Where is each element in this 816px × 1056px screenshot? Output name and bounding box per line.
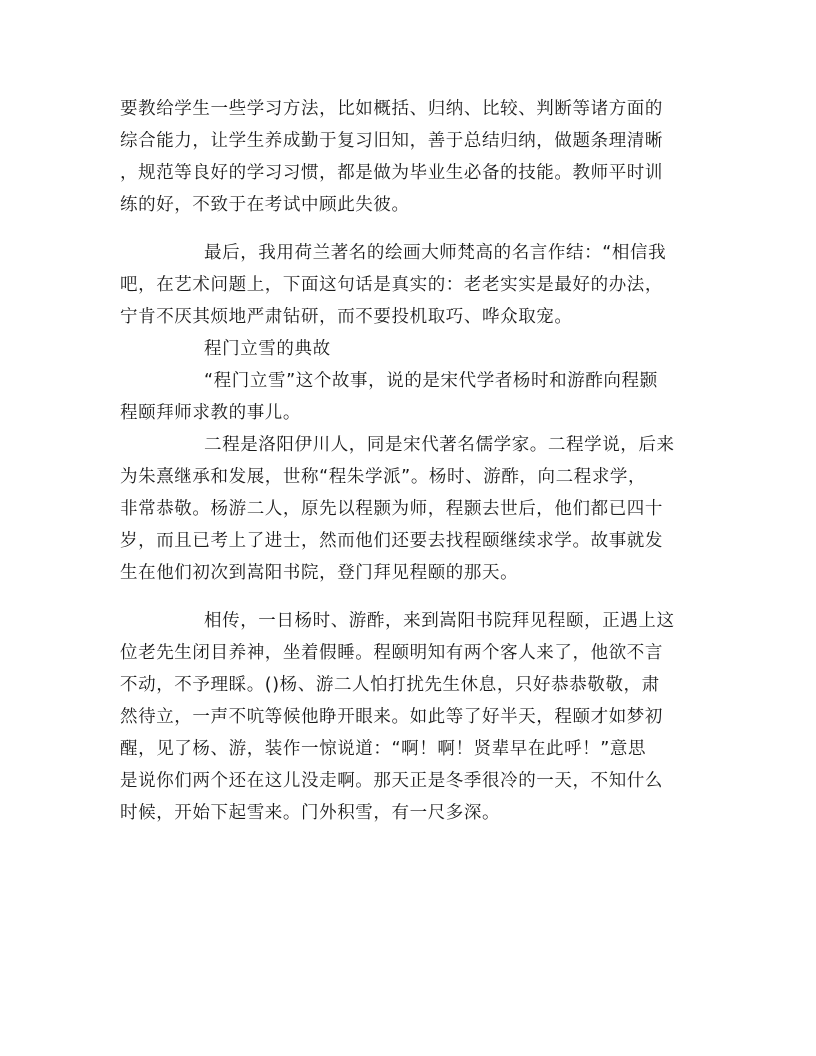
text-line: 宁肯不厌其烦地严肃钻研，而不要投机取巧、哗众取宠。 xyxy=(120,307,573,327)
text-line: 然待立，一声不吭等候他睁开眼来。如此等了好半天，程颐才如梦初 xyxy=(120,707,663,727)
text-line: 醒，见了杨、游，装作一惊说道：“啊！啊！贤辈早在此呼！”意思 xyxy=(120,739,647,759)
text-line: 生在他们初次到嵩阳书院，登门拜见程颐的那天。 xyxy=(120,563,519,583)
text-line: 为朱熹继承和发展，世称“程朱学派”。杨时、游酢，向二程求学， xyxy=(120,467,647,487)
section-heading: 程门立雪的典故 xyxy=(204,339,331,359)
text-line: 位老先生闭目养神，坐着假睡。程颐明知有两个客人来了，他欲不言 xyxy=(120,643,663,663)
paragraph-start-line: “程门立雪”这个故事，说的是宋代学者杨时和游酢向程颢 xyxy=(204,371,658,391)
text-line: 综合能力，让学生养成勤于复习旧知，善于总结归纳，做题条理清晰 xyxy=(120,131,663,151)
text-line: 非常恭敬。杨游二人，原先以程颢为师，程颢去世后，他们都已四十 xyxy=(120,499,663,519)
text-line: 是说你们两个还在这儿没走啊。那天正是冬季很冷的一天，不知什么 xyxy=(120,771,663,791)
text-line: 程颐拜师求教的事儿。 xyxy=(120,403,301,423)
text-line: 吧，在艺术问题上，下面这句话是真实的：老老实实是最好的办法， xyxy=(120,275,663,295)
paragraph-start-line: 最后，我用荷兰著名的绘画大师梵高的名言作结：“相信我 xyxy=(204,243,667,263)
text-line: 练的好，不致于在考试中顾此失彼。 xyxy=(120,195,410,215)
text-line: ，规范等良好的学习习惯，都是做为毕业生必备的技能。教师平时训 xyxy=(120,163,663,183)
text-line: 不动，不予理睬。()杨、游二人怕打扰先生休息，只好恭恭敬敬，肃 xyxy=(120,675,660,695)
text-line: 岁，而且已考上了进士，然而他们还要去找程颐继续求学。故事就发 xyxy=(120,531,663,551)
paragraph-start-line: 相传，一日杨时、游酢，来到嵩阳书院拜见程颐，正遇上这 xyxy=(204,611,675,631)
text-line: 时候，开始下起雪来。门外积雪，有一尺多深。 xyxy=(120,803,501,823)
text-line: 要教给学生一些学习方法，比如概括、归纳、比较、判断等诸方面的 xyxy=(120,99,663,119)
paragraph-start-line: 二程是洛阳伊川人，同是宋代著名儒学家。二程学说，后来 xyxy=(204,435,675,455)
